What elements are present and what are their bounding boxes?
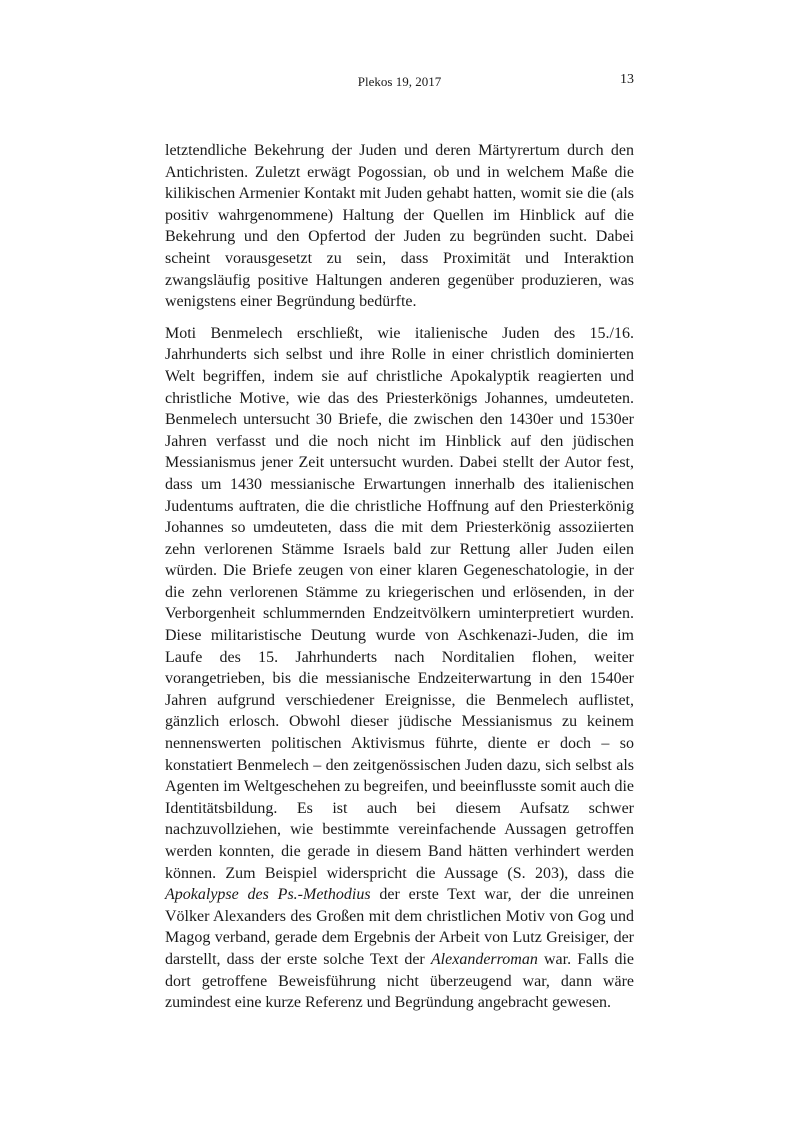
text-segment: Moti Benmelech erschließt, wie italienische Juden des 15./16. Jahrhunderts sich selbst und ihre Rolle in einer christlich dominierten Welt begriffen, indem sie auf christliche Apokalyptik reagierten und christliche Motive, wie das des Priesterkönigs Johannes, umdeuteten. Benmelech untersucht 30 Briefe, die zwischen den 1430er und 1530er Jahren verfasst und die noch nicht im Hinblick auf den jüdischen Messianismus jener Zeit untersucht wurden. Dabei stellt der Autor fest, dass um 1430 messianische Erwartungen innerhalb des italienischen Judentums auftraten, die die christliche Hoffnung auf den Priesterkönig Johannes so umdeuteten, dass die mit dem Priesterkönig assoziierten zehn verlorenen Stämme Israels bald zur Rettung aller Juden eilen würden. Die Briefe zeugen von einer klaren Gegeneschatologie, in der die zehn verlorenen Stämme zu kriegerischen und erlösenden, in der Verborgenheit schlummernden Endzeitvölkern uminterpretiert wurden. Diese militaristische Deutung wurde von Aschkenazi-Juden, die im Laufe des 15. Jahrhunderts nach Norditalien flohen, weiter vorangetrieben, bis die messianische Endzeiterwartung in den 1540er Jahren aufgrund verschiedener Ereignisse, die Benmelech auflistet, gänzlich erlosch. Obwohl dieser jüdische Messianismus zu keinem nennenswerten politischen Aktivismus führte, diente er doch – so konstatiert Benmelech – den zeitgenössischen Juden dazu, sich selbst als Agenten im Weltgeschehen zu begreifen, und beeinflusste somit auch die Identitätsbildung. Es ist auch bei diesem Aufsatz schwer nachzuvollziehen, wie bestimmte vereinfachende Aussagen getroffen werden konnten, die gerade in diesem Band hätten verhindert werden können. Zum Beispiel widerspricht die Aussage (S. 203), dass die [165, 324, 634, 882]
work-title-apokalypse: Apokalypse des Ps.-Methodius [165, 886, 371, 904]
journal-citation: Plekos 19, 2017 [357, 74, 442, 89]
text-segment: war. Falls die dort getroffene Beweisführung nicht überzeugend war, dann wäre zumindest eine kurze Referenz und Begründung angebracht gewesen. [165, 950, 634, 1012]
work-title-alexanderroman: Alexanderroman [430, 950, 538, 968]
body-text [165, 140, 634, 1024]
text-segment: letztendliche Bekehrung der Juden und deren Märtyrertum durch den Antichristen. Zuletzt erwägt Pogossian, ob und in welchem Maße die kilikischen Armenier Kontakt mit Juden gehabt hatten, womit sie die (als positiv wahrgenommene) Haltung der Quellen im Hinblick auf die Bekehrung und den Opfertod der Juden zu begründen sucht. Dabei scheint vorausgesetzt zu sein, dass Proximität und Interaktion zwangsläufig positive Haltungen anderen gegenüber produzieren, was wenigstens einer Begründung bedürfte. [165, 142, 634, 311]
text-segment: der erste Text war, der die unreinen Völker Alexanders des Großen mit dem christlichen Motiv von Gog und Magog verband, gerade dem Ergebnis der Arbeit von Lutz Greisiger, der darstellt, dass der erste solche Text der [165, 886, 635, 968]
running-header [165, 72, 634, 92]
page-number: 13 [620, 72, 634, 87]
paragraph-1 [165, 140, 634, 313]
paragraph-2 [165, 323, 634, 1014]
